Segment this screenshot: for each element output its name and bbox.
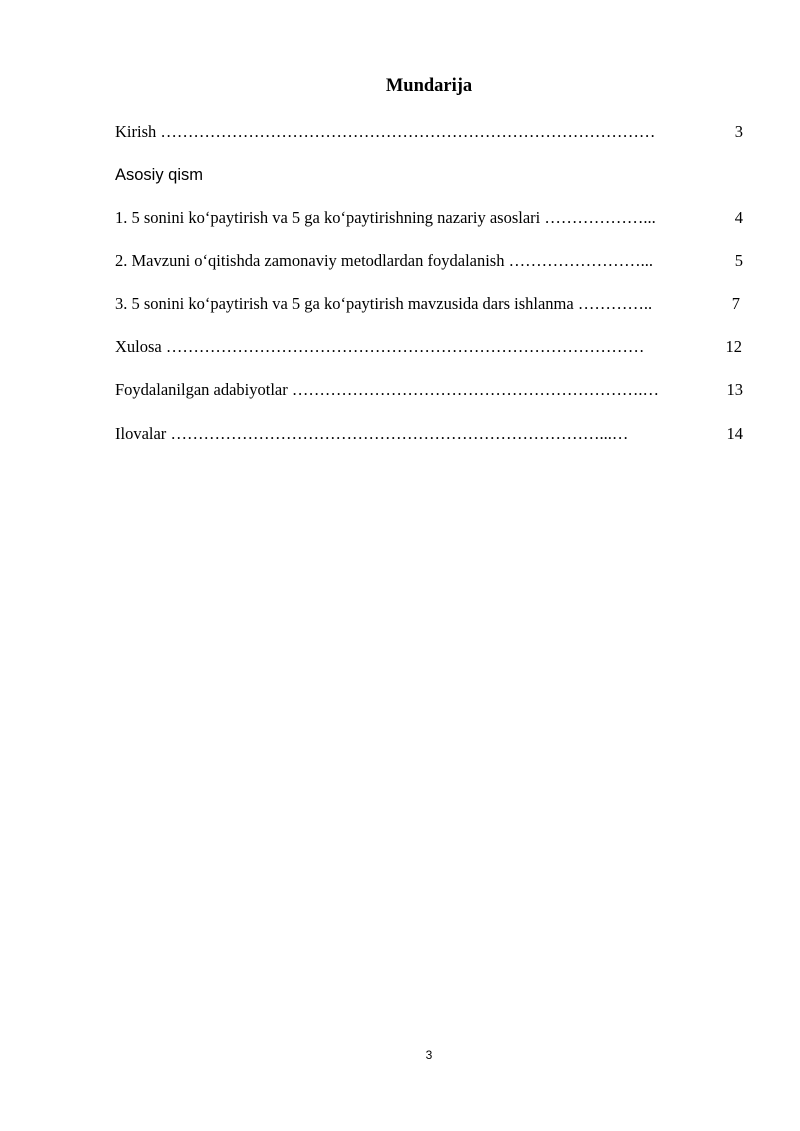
toc-entry-leader: ………………... <box>540 208 656 227</box>
toc-entry-page: 14 <box>726 424 743 443</box>
toc-title: Mundarija <box>385 76 473 96</box>
toc-entry-page: 13 <box>726 380 743 399</box>
toc-entry-leader: ……………………... <box>504 251 653 270</box>
toc-entry-page: 12 <box>725 337 742 356</box>
toc-entry-text: Foydalanilgan adabiyotlar <box>115 380 288 399</box>
toc-entry-text: Ilovalar <box>115 424 167 443</box>
toc-entry-page: 4 <box>734 208 743 227</box>
toc-entry-text: 2. Mavzuni o‘qitishda zamonaviy metodlardan foydalanish <box>115 251 505 270</box>
toc-entry-text: 3. 5 sonini ko‘paytirish va 5 ga ko‘paytirish mavzusida dars ishlanma <box>115 294 574 313</box>
toc-entry-page: 3 <box>734 122 743 141</box>
toc-entry-text: 1. 5 sonini ko‘paytirish va 5 ga ko‘paytirishning nazariy asoslari <box>115 208 541 227</box>
toc-entry-foydalanilgan-adabiyotlar <box>115 379 743 401</box>
toc-entry-page: 7 <box>731 294 740 313</box>
page-number: 3 <box>425 1048 433 1062</box>
toc-entry-leader: …………………………………………………………………………… <box>161 337 645 356</box>
toc-entry-text: Xulosa <box>115 337 162 356</box>
toc-entry-ilovalar <box>115 423 743 445</box>
toc-entry-leader: ………….. <box>573 294 653 313</box>
toc-entry-leader: ……………………………………………………….… <box>287 380 659 399</box>
toc-entry-text: Kirish <box>115 122 157 141</box>
toc-entry-3 <box>115 293 740 315</box>
toc-entry-leader: ……………………………………………………………………………… <box>156 122 656 141</box>
toc-entry-xulosa <box>115 336 742 358</box>
toc-entry-leader: ……………………………………………………………………...… <box>166 424 629 443</box>
toc-entry-text: Asosiy qism <box>115 166 204 184</box>
toc-entry-1 <box>115 207 743 229</box>
toc-entry-2 <box>115 250 743 272</box>
toc-entry-asosiy-qism <box>115 164 743 186</box>
toc-entry-page: 5 <box>734 251 743 270</box>
toc-entry-kirish <box>115 121 743 143</box>
